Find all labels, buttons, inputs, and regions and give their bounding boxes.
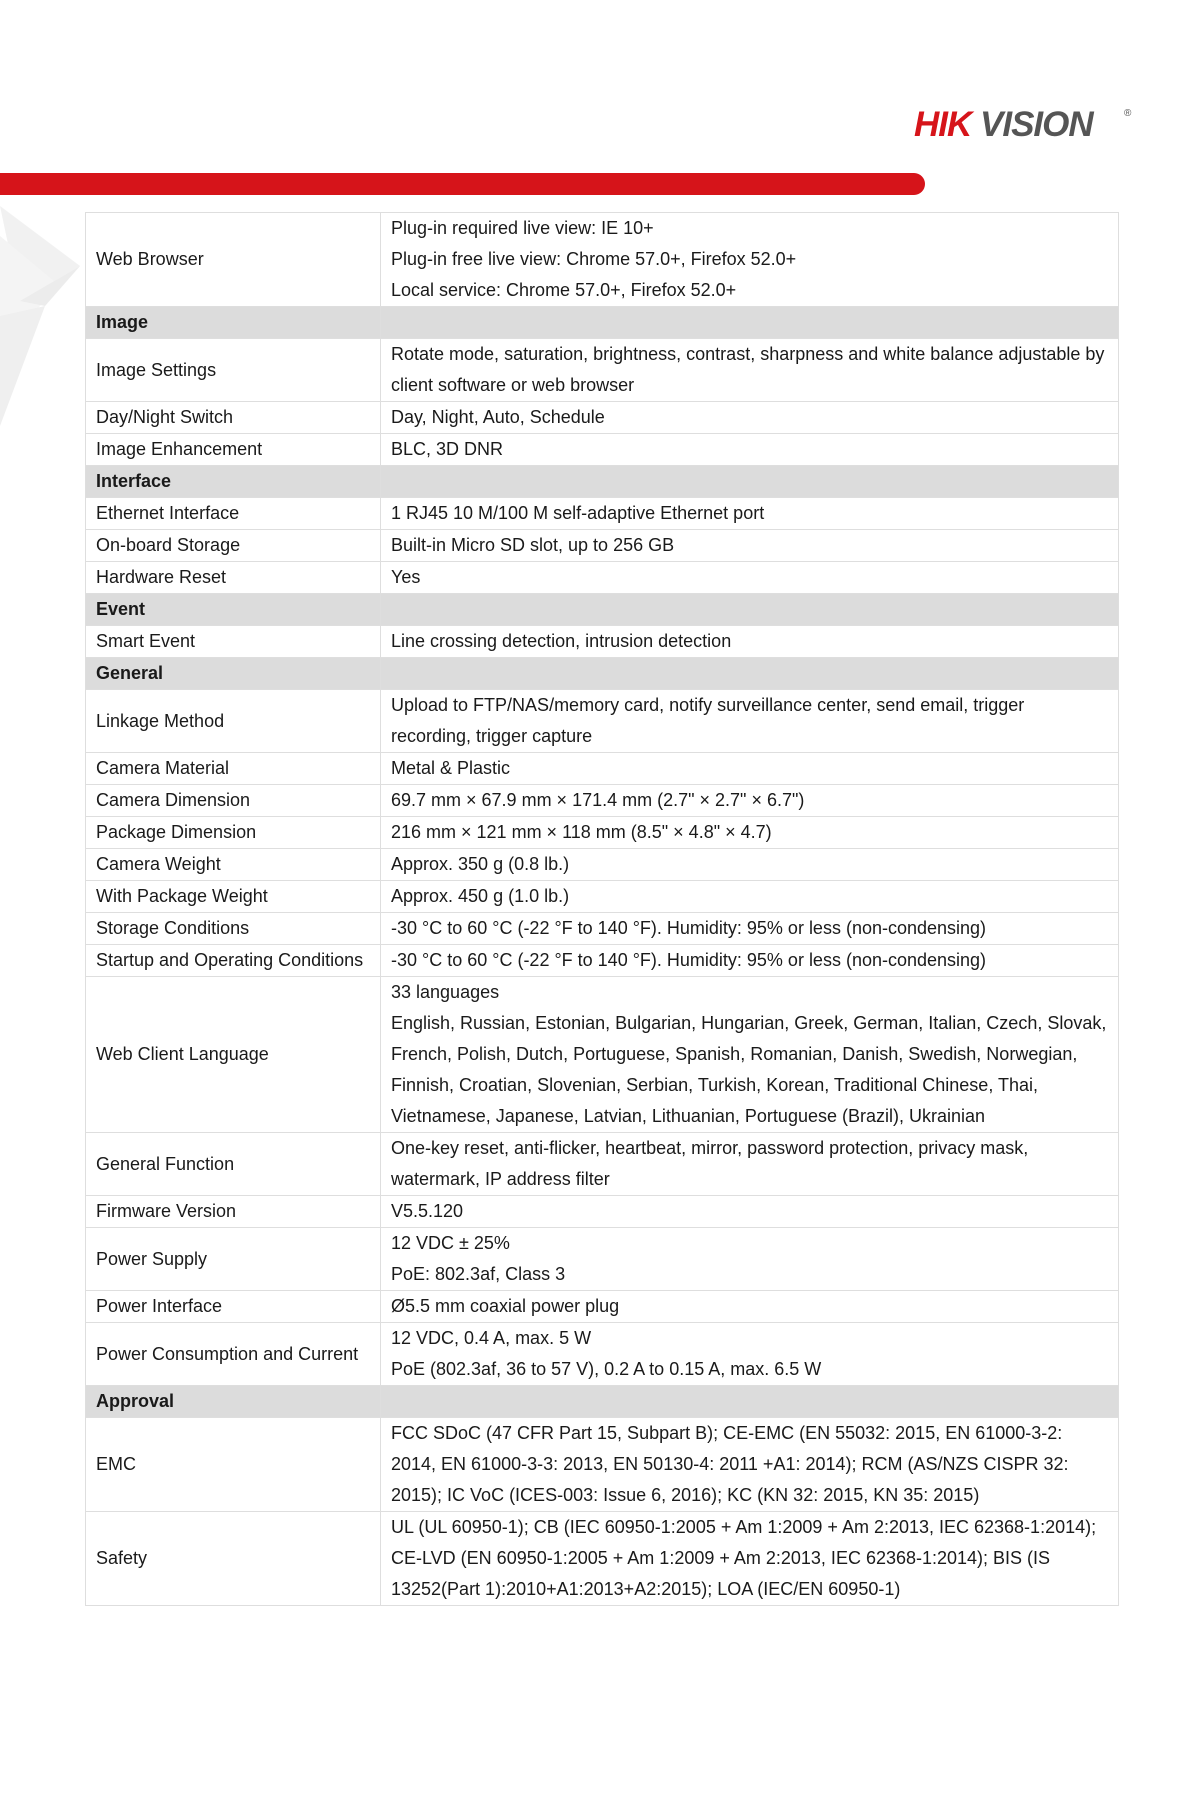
- spec-label: Power Interface: [86, 1291, 381, 1323]
- hikvision-logo: [914, 102, 1134, 146]
- spec-label: Ethernet Interface: [86, 498, 381, 530]
- spec-label: Linkage Method: [86, 690, 381, 753]
- spec-table: [85, 212, 1119, 1606]
- spec-row: [86, 1291, 1119, 1323]
- spec-value: BLC, 3D DNR: [381, 434, 1119, 466]
- spec-row: [86, 849, 1119, 881]
- section-title: Event: [86, 594, 381, 626]
- spec-label: Power Consumption and Current: [86, 1323, 381, 1386]
- spec-label: Storage Conditions: [86, 913, 381, 945]
- spec-value: Upload to FTP/NAS/memory card, notify surveillance center, send email, trigger recording, trigger capture: [381, 690, 1119, 753]
- spec-row: [86, 945, 1119, 977]
- spec-value: Rotate mode, saturation, brightness, contrast, sharpness and white balance adjustable by client software or web browser: [381, 339, 1119, 402]
- spec-label: Hardware Reset: [86, 562, 381, 594]
- spec-value: 12 VDC, 0.4 A, max. 5 W PoE (802.3af, 36 to 57 V), 0.2 A to 0.15 A, max. 6.5 W: [381, 1323, 1119, 1386]
- spec-row: [86, 339, 1119, 402]
- spec-row: [86, 1228, 1119, 1291]
- spec-row: [86, 213, 1119, 307]
- spec-row: [86, 977, 1119, 1133]
- section-spacer: [381, 594, 1119, 626]
- spec-value: Built-in Micro SD slot, up to 256 GB: [381, 530, 1119, 562]
- spec-value: 1 RJ45 10 M/100 M self-adaptive Ethernet port: [381, 498, 1119, 530]
- spec-value: FCC SDoC (47 CFR Part 15, Subpart B); CE-EMC (EN 55032: 2015, EN 61000-3-2: 2014, EN 61000-3-3: 2013, EN 50130-4: 2011 +A1: 2014); RCM (AS/NZS CISPR 32: 2015); IC VoC (ICES-003: Issue 6, 2016); KC (KN 32: 2015, KN 35: 2015): [381, 1418, 1119, 1512]
- section-spacer: [381, 307, 1119, 339]
- header-red-bar: [0, 173, 925, 195]
- spec-value: 216 mm × 121 mm × 118 mm (8.5" × 4.8" × 4.7): [381, 817, 1119, 849]
- spec-row: [86, 817, 1119, 849]
- section-spacer: [381, 466, 1119, 498]
- spec-value: -30 °C to 60 °C (-22 °F to 140 °F). Humidity: 95% or less (non-condensing): [381, 913, 1119, 945]
- spec-value: -30 °C to 60 °C (-22 °F to 140 °F). Humidity: 95% or less (non-condensing): [381, 945, 1119, 977]
- spec-row: [86, 434, 1119, 466]
- spec-label: Web Browser: [86, 213, 381, 307]
- spec-row: [86, 498, 1119, 530]
- spec-row: [86, 402, 1119, 434]
- spec-row: [86, 562, 1119, 594]
- spec-label: Image Enhancement: [86, 434, 381, 466]
- section-spacer: [381, 658, 1119, 690]
- spec-row: [86, 913, 1119, 945]
- spec-label: Firmware Version: [86, 1196, 381, 1228]
- spec-row: [86, 1418, 1119, 1512]
- spec-row: [86, 1196, 1119, 1228]
- spec-label: Power Supply: [86, 1228, 381, 1291]
- spec-label: EMC: [86, 1418, 381, 1512]
- spec-row: [86, 626, 1119, 658]
- spec-value: Line crossing detection, intrusion detection: [381, 626, 1119, 658]
- spec-label: Camera Material: [86, 753, 381, 785]
- svg-text:HIK: HIK: [914, 105, 972, 144]
- spec-value: Plug-in required live view: IE 10+ Plug-in free live view: Chrome 57.0+, Firefox 52.0+ Local service: Chrome 57.0+, Firefox 52.0+: [381, 213, 1119, 307]
- section-header-row: [86, 307, 1119, 339]
- spec-row: [86, 1323, 1119, 1386]
- spec-value: Approx. 450 g (1.0 lb.): [381, 881, 1119, 913]
- spec-label: Package Dimension: [86, 817, 381, 849]
- spec-label: Web Client Language: [86, 977, 381, 1133]
- section-title: Image: [86, 307, 381, 339]
- spec-label: Camera Weight: [86, 849, 381, 881]
- spec-value: Day, Night, Auto, Schedule: [381, 402, 1119, 434]
- spec-value: 33 languages English, Russian, Estonian, Bulgarian, Hungarian, Greek, German, Italian, Czech, Slovak, French, Polish, Dutch, Portuguese, Spanish, Romanian, Danish, Swedish, Norwegian, Finnish, Croatian, Slovenian, Serbian, Turkish, Korean, Traditional Chinese, Thai, Vietnamese, Japanese, Latvian, Lithuanian, Portuguese (Brazil), Ukrainian: [381, 977, 1119, 1133]
- spec-value: 69.7 mm × 67.9 mm × 171.4 mm (2.7" × 2.7" × 6.7"): [381, 785, 1119, 817]
- spec-label: Camera Dimension: [86, 785, 381, 817]
- spec-row: [86, 1133, 1119, 1196]
- spec-row: [86, 690, 1119, 753]
- spec-label: On-board Storage: [86, 530, 381, 562]
- section-header-row: [86, 466, 1119, 498]
- spec-row: [86, 530, 1119, 562]
- spec-label: Safety: [86, 1512, 381, 1606]
- section-title: Approval: [86, 1386, 381, 1418]
- spec-row: [86, 785, 1119, 817]
- spec-row: [86, 881, 1119, 913]
- spec-value: Approx. 350 g (0.8 lb.): [381, 849, 1119, 881]
- spec-value: Yes: [381, 562, 1119, 594]
- section-spacer: [381, 1386, 1119, 1418]
- section-title: General: [86, 658, 381, 690]
- spec-label: Startup and Operating Conditions: [86, 945, 381, 977]
- spec-label: Day/Night Switch: [86, 402, 381, 434]
- section-header-row: [86, 594, 1119, 626]
- spec-row: [86, 753, 1119, 785]
- spec-label: With Package Weight: [86, 881, 381, 913]
- spec-value: Ø5.5 mm coaxial power plug: [381, 1291, 1119, 1323]
- spec-label: Smart Event: [86, 626, 381, 658]
- spec-value: Metal & Plastic: [381, 753, 1119, 785]
- spec-value: UL (UL 60950-1); CB (IEC 60950-1:2005 + Am 1:2009 + Am 2:2013, IEC 62368-1:2014); CE-LVD (EN 60950-1:2005 + Am 1:2009 + Am 2:2013, IEC 62368-1:2014); BIS (IS 13252(Part 1):2010+A1:2013+A2:2015); LOA (IEC/EN 60950-1): [381, 1512, 1119, 1606]
- spec-value: 12 VDC ± 25% PoE: 802.3af, Class 3: [381, 1228, 1119, 1291]
- spec-label: Image Settings: [86, 339, 381, 402]
- spec-value: One-key reset, anti-flicker, heartbeat, mirror, password protection, privacy mask, watermark, IP address filter: [381, 1133, 1119, 1196]
- spec-row: [86, 1512, 1119, 1606]
- section-header-row: [86, 658, 1119, 690]
- spec-value: V5.5.120: [381, 1196, 1119, 1228]
- section-title: Interface: [86, 466, 381, 498]
- svg-text:VISION: VISION: [980, 105, 1093, 144]
- section-header-row: [86, 1386, 1119, 1418]
- spec-label: General Function: [86, 1133, 381, 1196]
- svg-text:®: ®: [1124, 108, 1132, 119]
